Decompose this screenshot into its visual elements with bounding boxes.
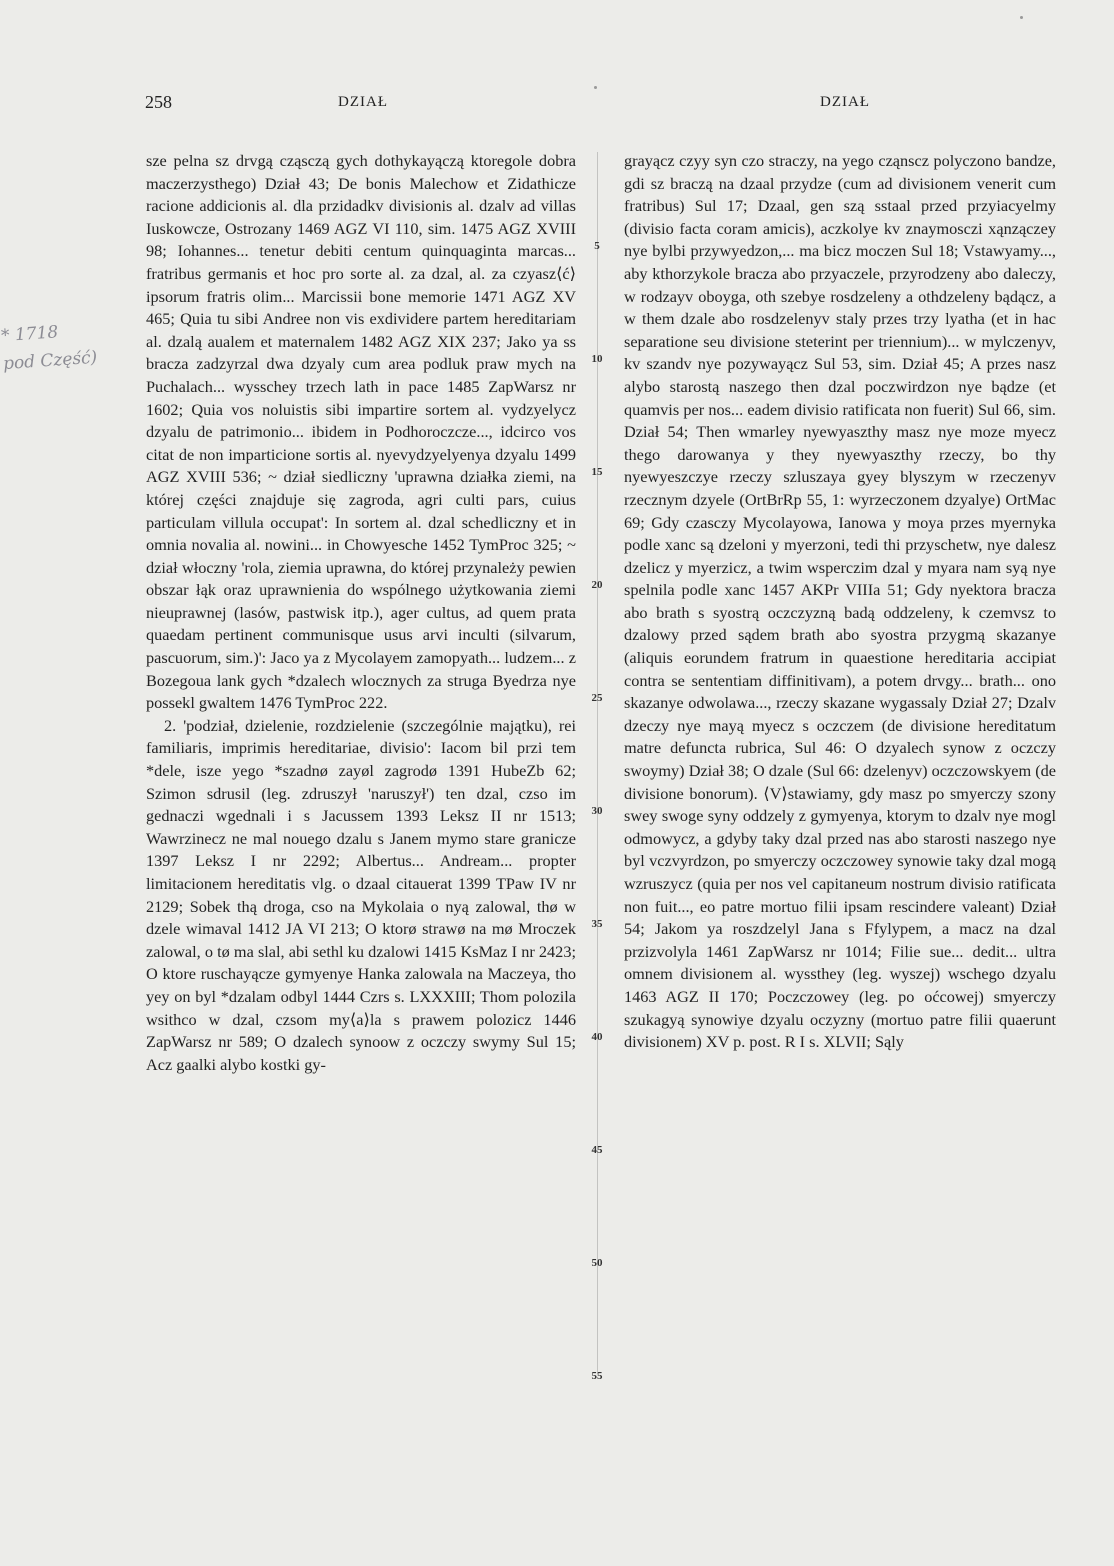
line-number: 40 bbox=[591, 1031, 603, 1043]
page-number: 258 bbox=[145, 92, 172, 112]
margin-note-line: * 1718 bbox=[0, 322, 59, 347]
left-paragraph-2: 2. 'podział, dzielenie, rozdzielenie (szczególnie majątku), rei familiaris, imprimis hereditariae, divisio': Iacom bil przi tem *dele, isze yego *szadnø zayøl zagrodø 1391 HubeZb 62; Szimon sdrusil (leg. zdruszył 'naruszył') ten dzal, czso im gednaczi wgednali i s Jacussem 1393 Leksz II nr 1513; Wawrzinecz ne mal nouego dzalu s Janem mymo stare granicze 1397 Leksz I nr 2292; Albertus... Andream... propter limitacionem hereditatis vlg. o dzaal citauerat 1399 TPaw IV nr 2129; Sobek thą droga, cso na Mykolaia o nyą zalowal, thø w dzele wimaval 1412 JA VI 213; O ktorø strawø na mø Mroczek zalowal, o tø ma slal, abi sethl ku dzalowi 1415 KsMaz I nr 2423; O ktore ruschayącze gymyenye Hanka zalowala na Maczeya, tho yey on byl *dzalam odbyl 1444 Czrs s. LXXXIII; Thom polozila wsithco w dzal, czsom my⟨a⟩la s prawem polozicz 1446 ZapWarsz nr 589; O dzalech synoow z oczczy swymy Sul 15; Acz gaalki alybo kostki gy- bbox=[146, 715, 576, 1074]
page-header bbox=[0, 92, 1114, 118]
right-column bbox=[624, 150, 1056, 1375]
handwritten-margin-note bbox=[0, 314, 124, 378]
line-number: 35 bbox=[591, 918, 603, 930]
line-number: 55 bbox=[591, 1370, 603, 1382]
line-numbers bbox=[584, 150, 610, 1382]
line-number: 30 bbox=[591, 805, 603, 817]
line-number: 15 bbox=[591, 466, 603, 478]
line-number: 25 bbox=[591, 692, 603, 704]
line-number: 20 bbox=[591, 579, 603, 591]
left-paragraph-1: sze pelna sz drvgą cząsczą gych dothykayączą ktoregole dobra maczerzysthego) Dział 43; De bonis Malechow et Zidathicze racione addicionis al. dla przidadkv divisionis al. dzalv ad villas Iuskowcze, Ostrozany 1469 AGZ VI 110, sim. 1475 AGZ XVIII 98; Iohannes... tenetur debiti centum quinquaginta marcas... fratribus germanis et hoc pro sorte al. za dzal, al. za czyasz⟨ć⟩ ipsorum fratris olim... Marcissii bone memorie 1471 AGZ XV 465; Quia tu sibi Andree non vis exdividere partem hereditariam al. dzalą aualem et maternalem 1482 AGZ XIX 237; Jako ya ss bracza zadzyrzal dwa dzyaly cum area podluk praw mych na Puchalach... wysschey trzech lath in pace 1485 ZapWarsz nr 1602; Quia vos noluistis sibi impartire sortem al. vydzyelycz dzyalu de patrimonio... ibidem in Podhoroczcze..., idcirco vos citat de non imparticione sortis al. nyevydzyelyenya dzyalu 1499 AGZ XVIII 536; ~ dział siedliczny 'uprawna działka ziemi, na której części znajduje się zagroda, agri culti pars, cuius particulam villula occupat': In sortem al. dzal schedliczny et in omnia novalia al. nowini... in Chowyesche 1452 TymProc 325; ~ dział włoczny 'rola, ziemia uprawna, do której przynależy pewien obszar łąk oraz uprawnienia do wspólnego użytkowania ziemi nieuprawnej (lasów, pastwisk itp.), ager cultus, ad quem prata quaedam pertinent communisque usus arvi inculti (silvarum, pascuorum, sim.)': Jaco ya z Mycolayem zamopyath... ludzem... z Bozegoua lank gych *dzalech wlocznych za struga Byedrza nye possekl gwaltem 1476 TymProc 222. bbox=[146, 151, 576, 713]
left-column bbox=[146, 150, 576, 1375]
right-running-head: DZIAŁ bbox=[820, 94, 870, 110]
left-running-head: DZIAŁ bbox=[338, 94, 388, 110]
scan-speck bbox=[594, 86, 597, 89]
line-number: 5 bbox=[594, 240, 600, 252]
line-number: 45 bbox=[591, 1144, 603, 1156]
margin-note-line: pod Część) bbox=[2, 347, 98, 375]
scan-speck bbox=[1020, 16, 1023, 19]
line-number: 10 bbox=[591, 353, 603, 365]
right-paragraph-1: grayącz czyy syn czo straczy, na yego cząnscz polyczono bandze, gdi sz braczą na dzaal przydze (cum ad divisionem venerit cum fratribus) Sul 17; Dzaal, gen szą sstaal przed przyiacyelmy (divisio facta coram amicis), aczkolye kv znaymosczi xąnzączey nye bylbi przywyedzon,... ma bicz moczen Sul 18; Vstawyamy..., aby kthorzykole bracza abo przyaczele, przyrodzeny abo daleczy, w rodzayv oboyga, oth szebye rosdzeleny a othdzeleny bądącz, a w them dzale abo rosdzelenyv staly przes trzy lyatha (et in hac separatione seu divisione steterint per triennium)... w mylczenyv, kv szandv nye pozywayącz Sul 53, sim. Dział 45; A przes nasz alybo starostą naszego then dzal poczwirdzon nye bądze (et quamvis per nos... eadem divisio ratificata non fuerit) Sul 66, sim. Dział 54; Then wmarley nyewyaszthy masz nye moze myecz thego darowanya y they nyewyaszthy rzeczy, bo thy nyewyeszczye rzeczy szluszaya gyey blyszym w rzeczenyv rzecznym dzyele (OrtBrRp 55, 1: wyrzeczonem dzyalye) OrtMac 69; Gdy czasczy Mycolayowa, Ianowa y moya przes myernyka podle xanc są dzeloni y myerzoni, tedi thi przyschetw, nye dalesz dzelicz y myerzicz, a twim wsperczim dzal y myara nam syą nye spelnila podle xanc 1457 AKPr VIIIa 51; Gdy nyektora bracza abo brath s syostrą oczczyzną badą oddzeleny, k czemvsz to dzalowy przed sądem brath abo syostra przygmą skazanye (aliquis eorundem fratrum in quaestione hereditaria accipiat contra se sententiam diffinitivam), a potem drvgy... brath... ono skazanye odwolawa..., rzeczy skazane wygassaly Dział 27; Dzalv dzeczy nye mayą myecz s oczczem (de divisione hereditatum matre defuncta rubrica, Sul 46: O dzyalech synow z oczczy swoymy) Dział 38; O dzale (Sul 66: dzelenyv) oczczowskyem (de divisione bonorum). ⟨V⟩stawiamy, gdy masz po smyerczy szony swey swoge syny oddzely z gymyenya, ktorym to dzalv nye mogl odmowycz, a gdyby taky dzal przed nas abo starosti naszego nye byl vczvyrdzon, po smyerczy oczczowey synowie taky dzal mogą wzruszycz (quia per nos vel capitaneum nostrum divisio ratificata non fuit..., eo patre mortuo filii ipsam rescindere valeant) Dział 54; Jakom ya roszdzelyl Jana s Ffylypem, a macz na dzal przizvolyla 1461 ZapWarsz nr 1014; Filie sue... dedit... ultra omnem divisionem al. wyssthey (leg. wyszej) wschego dzyalu 1463 AGZ II 170; Poczczowey (leg. po oćcowej) smyerczy szukagyą synowiye dzyalu oczyzny (mortuo patre filii quaerunt divisionem) XV p. post. R I s. XLVII; Sąly bbox=[624, 151, 1056, 1052]
line-number: 50 bbox=[591, 1257, 603, 1269]
